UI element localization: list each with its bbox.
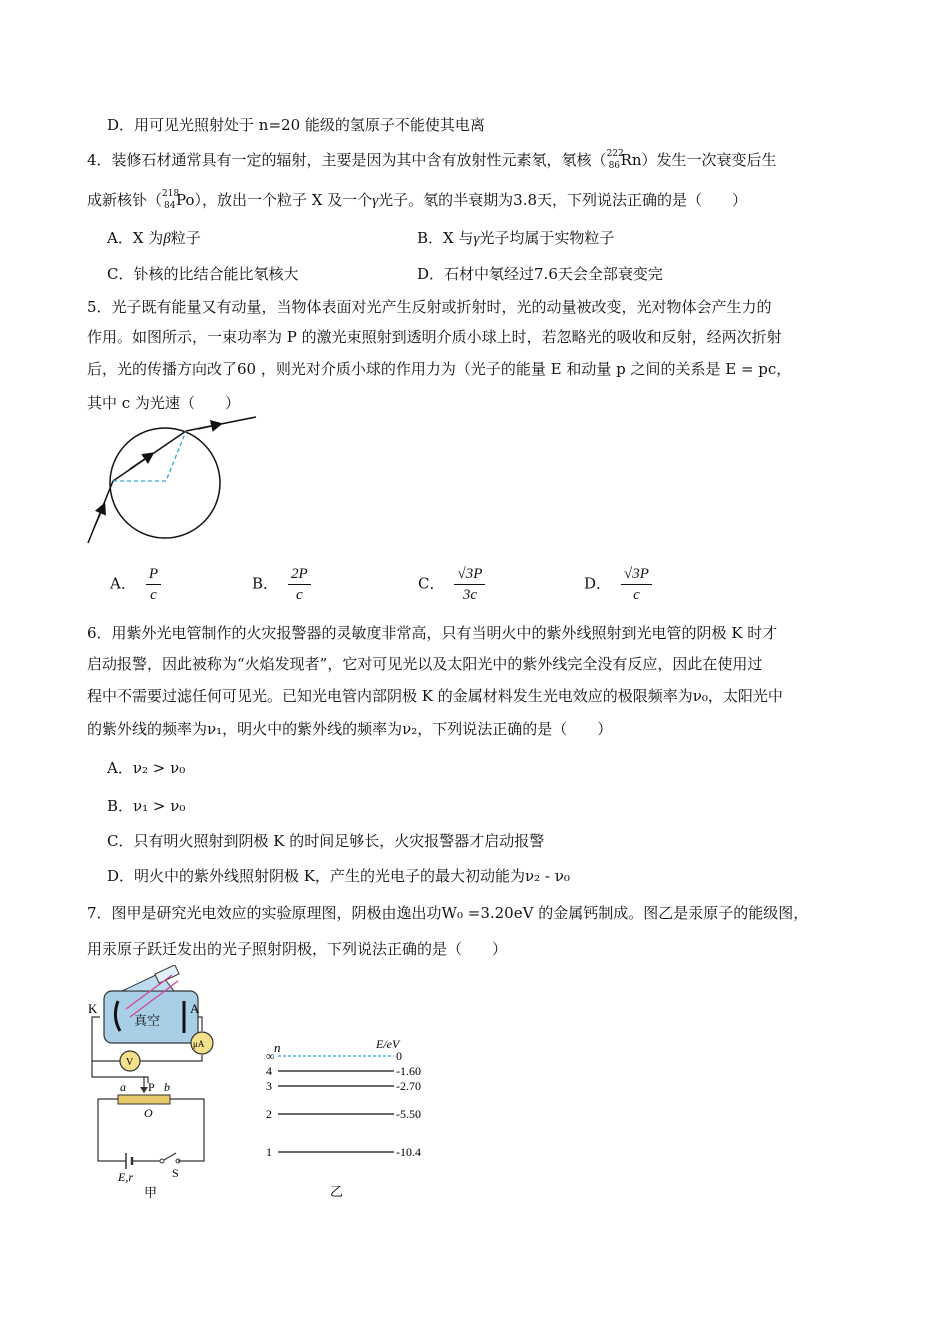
q7-stem-line1: 7．图甲是研究光电效应的实验原理图，阴极由逸出功W₀ =3.20eV 的金属钙制成。图乙是汞原子的能级图， <box>87 904 809 922</box>
level-energy-label: -10.4 <box>396 1145 421 1159</box>
inside-arrow <box>130 454 152 469</box>
incident-arrow <box>94 505 104 528</box>
q5-option-b[interactable]: B． $\frac{2P}{c}$ <box>252 564 311 605</box>
q5-option-a[interactable]: A． $\frac{P}{c}$ <box>110 564 161 605</box>
svg-text:μA: μA <box>193 1039 205 1049</box>
rheostat <box>118 1095 170 1104</box>
q5-stem-line1: 5．光子既有能量又有动量，当物体表面对光产生反射或折射时，光的动量被改变，光对物体会产生力的 <box>87 298 772 316</box>
switch-s <box>164 1153 176 1160</box>
q5-sphere-diagram <box>80 415 280 555</box>
q6-option-b[interactable]: B．ν₁ > ν₀ <box>107 797 186 815</box>
q4-option-c[interactable]: C．钋核的比结合能比氡核大 <box>107 265 299 283</box>
q7-energy-level-diagram <box>260 1030 450 1200</box>
level-n-label: 4 <box>266 1064 272 1078</box>
level-n-label: 2 <box>266 1107 272 1121</box>
q4-stem-line1: 4．装修石材通常具有一定的辐射，主要是因为其中含有放射性元素氡，氡核（ 222 86 Rn）发生一次衰变后生 <box>87 149 777 171</box>
q6-stem-line3: 程中不需要过滤任何可见光。已知光电管内部阴极 K 的金属材料发生光电效应的极限频率为ν₀，太阳光中 <box>87 687 783 705</box>
q6-option-d[interactable]: D．明火中的紫外线照射阴极 K，产生的光电子的最大初动能为ν₂ - ν₀ <box>107 867 570 885</box>
polonium-nuclide: 218 84 <box>162 189 180 211</box>
figure-yi-caption: 乙 <box>330 1184 344 1199</box>
q7-stem-line2: 用汞原子跃迁发出的光子照射阴极，下列说法正确的是（ ） <box>87 940 508 958</box>
q4-option-d[interactable]: D．石材中氡经过7.6天会全部衰变完 <box>417 265 663 283</box>
q6-stem-line4: 的紫外线的频率为ν₁，明火中的紫外线的频率为ν₂，下列说法正确的是（ ） <box>87 720 613 738</box>
level-n-label: 1 <box>266 1145 272 1159</box>
svg-text:V: V <box>126 1057 134 1068</box>
q5-stem-line2: 作用。如图所示，一束功率为 P 的激光束照射到透明介质小球上时，若忽略光的吸收和反射，经两次折射 <box>87 328 782 346</box>
q5-stem-line4: 其中 c 为光速（ ） <box>87 394 240 412</box>
level-energy-label: -5.50 <box>396 1107 421 1121</box>
radon-nuclide: 222 86 <box>606 149 624 171</box>
level-n-label: 3 <box>266 1079 272 1093</box>
q7-circuit-diagram <box>82 965 242 1205</box>
q4-stem-line2: 成新核钋（ 218 84 Po），放出一个粒子 X 及一个γ光子。氡的半衰期为3.8天，下列说法正确的是（ ） <box>87 189 748 211</box>
q6-stem-line2: 启动报警，因此被称为“火焰发现者”，它对可见光以及太阳光中的紫外线完全没有反应，因此在使用过 <box>87 655 763 673</box>
q3-option-d[interactable]: D．用可见光照射处于 n=20 能级的氢原子不能使其电离 <box>107 116 485 134</box>
q4-option-b[interactable]: B．X 与γ光子均属于实物粒子 <box>417 229 615 247</box>
q5-option-c[interactable]: C． $\frac{√3P}{3c}$ <box>418 564 485 605</box>
svg-text:b: b <box>164 1080 170 1094</box>
energy-axis-label: E/eV <box>376 1037 400 1051</box>
q6-stem-line1: 6．用紫外光电管制作的火灾报警器的灵敏度非常高，只有当明火中的紫外线照射到光电管的阴极 K 时才 <box>87 624 778 642</box>
q5-stem-line3: 后，光的传播方向改了60 ，则光对介质小球的作用力为（光子的能量 E 和动量 p 之间的关系是 E = pc， <box>87 360 792 378</box>
exit-arrow <box>198 424 220 429</box>
svg-text:E,r: E,r <box>118 1170 133 1184</box>
exit-ray <box>186 417 256 431</box>
figure-jia-caption: 甲 <box>144 1185 158 1200</box>
level-energy-label: 0 <box>396 1049 402 1063</box>
vacuum-label: 真空 <box>134 1013 161 1028</box>
svg-text:a: a <box>120 1080 126 1094</box>
k-label: K <box>88 1001 98 1016</box>
level-n-label: ∞ <box>266 1049 275 1063</box>
svg-text:P: P <box>148 1080 155 1094</box>
level-energy-label: -1.60 <box>396 1064 421 1078</box>
svg-text:O: O <box>144 1106 153 1120</box>
q6-option-c[interactable]: C．只有明火照射到阴极 K 的时间足够长，火灾报警器才启动报警 <box>107 832 545 850</box>
q5-option-d[interactable]: D． $\frac{√3P}{c}$ <box>584 564 652 605</box>
level-energy-label: -2.70 <box>396 1079 421 1093</box>
q6-option-a[interactable]: A．ν₂ > ν₀ <box>107 759 186 777</box>
a-label: A <box>190 1001 200 1016</box>
n-axis-label: n <box>274 1040 281 1055</box>
q4-option-a[interactable]: A．X 为β粒子 <box>107 229 201 247</box>
svg-text:S: S <box>172 1166 179 1180</box>
